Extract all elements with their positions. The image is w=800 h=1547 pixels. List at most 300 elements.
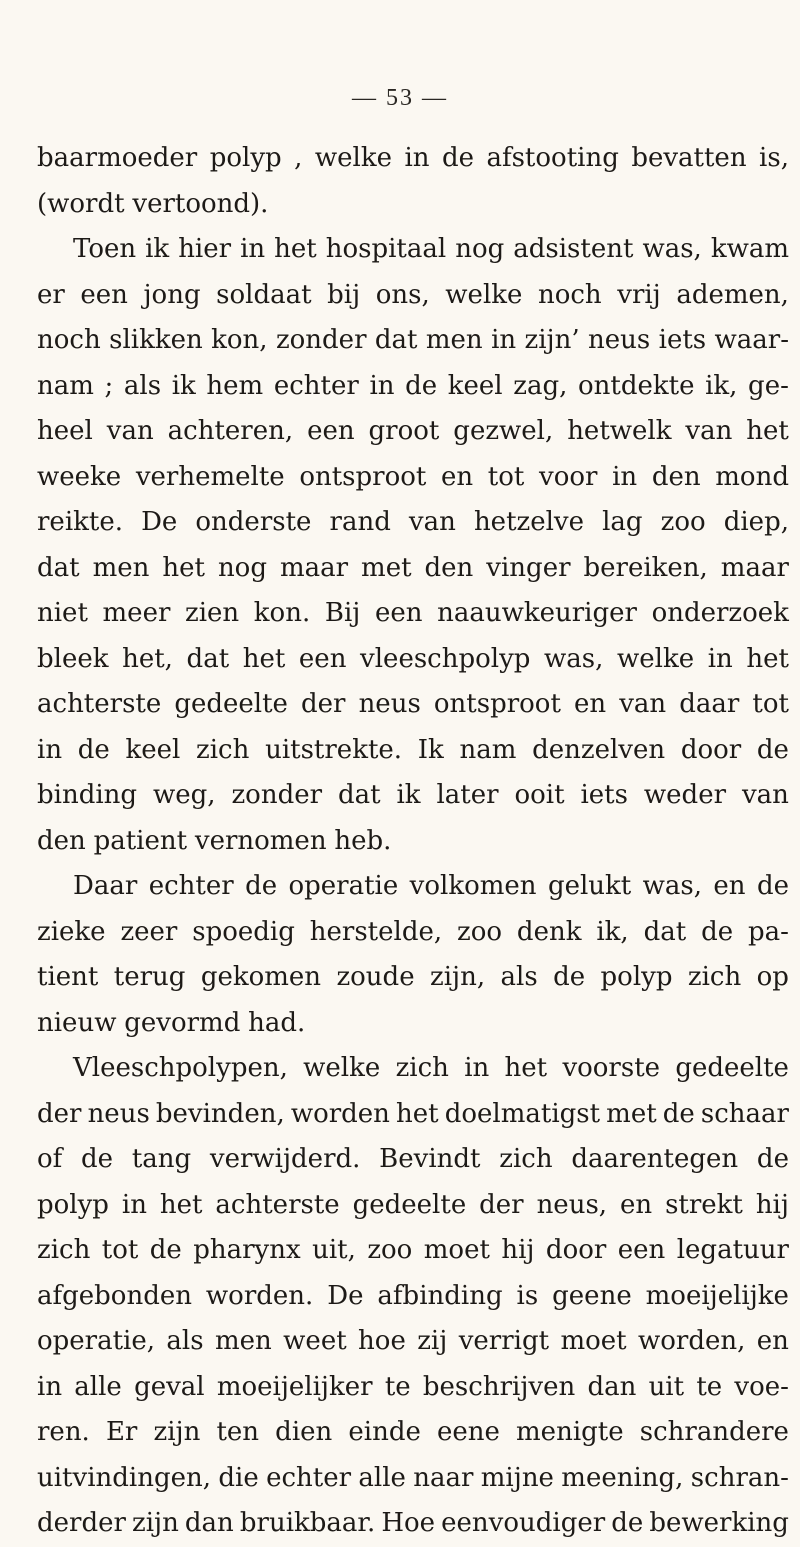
text-line	[37, 1274, 789, 1320]
word: Er	[105, 1417, 138, 1447]
word: eenvoudiger	[441, 1508, 606, 1538]
word: van	[619, 689, 667, 719]
word: mond	[715, 461, 789, 492]
word: binding	[37, 780, 138, 810]
text-line	[37, 409, 789, 455]
word: welke	[303, 1053, 381, 1083]
word: afstooting	[486, 143, 619, 173]
word: zien	[185, 598, 240, 628]
word: zij	[417, 1326, 448, 1356]
word: ik,	[705, 370, 738, 401]
word: dien	[275, 1417, 333, 1447]
word: het	[162, 552, 205, 583]
word: van	[685, 416, 733, 446]
word: denk	[516, 916, 582, 947]
word: bevatten	[631, 143, 747, 173]
word: de	[245, 871, 278, 901]
word: men	[92, 552, 150, 583]
word: moet	[423, 1235, 490, 1265]
page-number: — 53 —	[352, 85, 448, 111]
word: onderzoek	[651, 598, 789, 628]
word: keel	[447, 370, 503, 401]
word: tot	[487, 461, 525, 492]
word: vertoond).	[132, 188, 269, 219]
word: van	[408, 507, 456, 537]
word: verrigt	[458, 1326, 550, 1356]
text-line	[37, 182, 789, 228]
word: hij	[755, 1189, 789, 1220]
word: De	[327, 1280, 364, 1311]
word: en	[756, 1326, 789, 1356]
word: schran-	[690, 1462, 789, 1493]
word: dat	[374, 325, 418, 355]
word: die	[218, 1462, 259, 1493]
word: verhemelte	[135, 461, 285, 492]
word: meer	[102, 598, 171, 628]
word: iets	[658, 325, 707, 355]
word: worden,	[637, 1326, 746, 1356]
text-line	[37, 227, 789, 273]
word: ren.	[37, 1417, 90, 1447]
word: voe-	[734, 1371, 789, 1402]
word: polyp	[600, 962, 673, 992]
word: de	[405, 370, 438, 401]
word: geval	[134, 1371, 205, 1402]
word: zoo	[457, 916, 503, 947]
word: nieuw	[37, 1007, 117, 1038]
word: adsistent	[513, 234, 634, 264]
word: het	[396, 1098, 439, 1129]
word: neus	[358, 689, 421, 719]
word: zonder	[275, 325, 367, 355]
word: pharynx	[193, 1235, 301, 1265]
word: onderste	[195, 507, 312, 537]
word: pa-	[747, 916, 789, 947]
word: het	[746, 416, 789, 446]
word: ,	[294, 143, 303, 173]
word: bij	[327, 279, 361, 310]
text-line	[37, 1137, 789, 1183]
word: door	[545, 1235, 607, 1265]
word: operatie,	[37, 1326, 156, 1356]
word: Bij	[324, 598, 361, 628]
word: in	[240, 234, 266, 264]
word: vleeschpolyp	[360, 643, 531, 674]
word: was,	[544, 643, 604, 674]
word: zijn’	[524, 325, 580, 355]
word: het	[504, 1053, 548, 1083]
word: rand	[329, 507, 391, 537]
word: naauwkeuriger	[437, 598, 637, 628]
word: iets	[580, 780, 628, 810]
text-line	[37, 910, 789, 956]
word: baarmoeder	[37, 143, 198, 173]
word: noch	[37, 325, 101, 355]
word: ten	[216, 1417, 260, 1447]
word: Hoe	[381, 1508, 436, 1538]
word: Bevindt	[379, 1144, 481, 1174]
word: zich	[37, 1235, 91, 1265]
word: ik	[396, 780, 421, 810]
word: gelukt	[547, 871, 632, 901]
text-line	[37, 136, 789, 182]
text-line	[37, 1001, 789, 1047]
word: te	[696, 1371, 723, 1402]
word: in	[464, 1053, 490, 1083]
text-line	[37, 682, 789, 728]
word: zeer	[120, 916, 178, 947]
word: ademen,	[676, 279, 789, 310]
word: de	[611, 1508, 644, 1538]
word: uitstrekte.	[265, 734, 403, 765]
word: vrij	[617, 279, 661, 310]
word: volkomen	[409, 871, 537, 901]
word: of	[37, 1144, 63, 1174]
word: in	[37, 734, 63, 765]
word: neus	[588, 325, 651, 355]
word: ;	[104, 370, 114, 401]
word: uit	[648, 1371, 685, 1402]
word: gedeelte	[352, 1189, 467, 1220]
text-line	[37, 1456, 789, 1502]
word: achterste	[37, 689, 162, 719]
text-line	[37, 1092, 789, 1138]
word: hetwelk	[567, 416, 672, 446]
word: Vleeschpolypen,	[73, 1053, 288, 1083]
text-line	[37, 864, 789, 910]
word: nam	[37, 370, 94, 401]
word: maar	[720, 552, 789, 583]
word: ontsproot	[433, 689, 561, 719]
word: polyp	[37, 1189, 109, 1220]
word: de	[756, 1144, 789, 1174]
word: zoo	[660, 507, 706, 537]
word: den	[424, 552, 474, 583]
word: als	[123, 370, 162, 401]
word: dan	[184, 1508, 234, 1538]
word: te	[384, 1371, 411, 1402]
text-line	[37, 1228, 789, 1274]
word: dat	[186, 643, 230, 674]
word: het,	[122, 643, 173, 674]
text-line	[37, 955, 789, 1001]
word: de	[662, 1098, 695, 1129]
word: in	[612, 461, 638, 492]
word: welke	[616, 643, 695, 674]
word: den	[651, 461, 701, 492]
word: waar-	[714, 325, 789, 355]
text-line	[37, 500, 789, 546]
word: De	[141, 507, 178, 537]
word: ontsproot	[299, 461, 427, 492]
word: strekt	[665, 1189, 743, 1220]
word: is,	[759, 143, 789, 173]
word: bevinden,	[155, 1098, 285, 1129]
word: herstelde,	[309, 916, 443, 947]
word: worden	[290, 1098, 390, 1129]
word: dat	[337, 780, 381, 810]
word: men	[425, 325, 483, 355]
word: daarentegen	[571, 1144, 739, 1174]
word: de	[77, 734, 110, 765]
word: neus	[87, 1098, 150, 1129]
word: denzelven	[532, 734, 666, 765]
word: zich	[196, 734, 250, 765]
word: ontdekte	[577, 370, 695, 401]
word: beschrijven	[422, 1371, 576, 1402]
text-line	[37, 591, 789, 637]
word: het	[274, 234, 317, 264]
word: heel	[37, 416, 93, 446]
word: tient	[37, 962, 99, 992]
word: Ik	[417, 734, 444, 765]
word: hospitaal	[325, 234, 447, 264]
word: moeijelijke	[645, 1280, 789, 1311]
word: de	[441, 143, 474, 173]
word: een	[374, 598, 423, 628]
word: naar	[413, 1462, 474, 1493]
word: soldaat	[216, 279, 312, 310]
word: moet	[560, 1326, 627, 1356]
word: echter	[273, 370, 359, 401]
word: in	[404, 143, 430, 173]
text-line	[37, 364, 789, 410]
word: voor	[539, 461, 598, 492]
word: en	[619, 1189, 653, 1220]
text-line	[37, 455, 789, 501]
word: de	[149, 1235, 182, 1265]
word: men	[214, 1326, 272, 1356]
word: tot	[101, 1235, 139, 1265]
word: en	[441, 461, 474, 492]
word: gedeelte	[675, 1053, 789, 1083]
word: echter	[266, 1462, 352, 1493]
word: zoude	[336, 962, 415, 992]
word: de	[81, 1144, 114, 1174]
word: door	[680, 734, 742, 765]
word: dat	[643, 916, 687, 947]
word: hoe	[358, 1326, 406, 1356]
word: weet	[283, 1326, 347, 1356]
word: ons,	[375, 279, 430, 310]
word: uitvindingen,	[37, 1462, 212, 1493]
word: der	[479, 1189, 524, 1220]
word: der	[37, 1098, 82, 1129]
word: dan	[587, 1371, 637, 1402]
word: kwam	[710, 234, 789, 264]
word: de	[701, 916, 734, 947]
word: als	[166, 1326, 204, 1356]
word: de	[756, 734, 789, 765]
word: de	[553, 962, 586, 992]
word: dat	[37, 552, 80, 583]
word: het	[746, 643, 789, 674]
word: echter	[148, 871, 234, 901]
word: een	[307, 416, 355, 446]
word: gevormd	[124, 1007, 241, 1038]
word: was,	[642, 234, 702, 264]
text-line	[37, 637, 789, 683]
word: (wordt	[37, 188, 125, 219]
word: bewerking	[649, 1508, 789, 1538]
word: bleek	[37, 643, 109, 674]
word: een	[298, 643, 347, 674]
word: hem	[206, 370, 264, 401]
word: als	[500, 962, 538, 992]
word: doelmatigst	[444, 1098, 601, 1129]
word: ik	[171, 370, 196, 401]
word: hij	[501, 1235, 535, 1265]
word: ooit	[514, 780, 565, 810]
word: worden.	[205, 1280, 314, 1311]
word: weeke	[37, 461, 122, 492]
text-line	[37, 773, 789, 819]
word: hier	[178, 234, 232, 264]
word: gekomen	[200, 962, 322, 992]
word: met	[606, 1098, 657, 1129]
word: derder	[37, 1508, 126, 1538]
word: zijn,	[430, 962, 486, 992]
word: keel	[125, 734, 181, 765]
word: tang	[131, 1144, 192, 1174]
word: welke	[445, 279, 523, 310]
text-line	[37, 1319, 789, 1365]
word: kon,	[211, 325, 268, 355]
word: vinger	[486, 552, 571, 583]
word: zich	[499, 1144, 553, 1174]
word: jong	[143, 279, 201, 310]
text-line	[37, 546, 789, 592]
word: einde	[348, 1417, 421, 1447]
text-line	[37, 1501, 789, 1547]
word: het	[159, 1189, 203, 1220]
text-line	[37, 318, 789, 364]
word: spoedig	[192, 916, 295, 947]
word: menigte	[516, 1417, 624, 1447]
word: diep,	[723, 507, 789, 537]
word: uit,	[312, 1235, 356, 1265]
word: nog	[455, 234, 505, 264]
word: alle	[358, 1462, 406, 1493]
word: er	[37, 279, 65, 310]
word: meening,	[561, 1462, 684, 1493]
word: moeijelijker	[216, 1371, 373, 1402]
word: nam	[459, 734, 517, 765]
word: en	[713, 871, 746, 901]
word: patient	[93, 825, 188, 856]
word: was,	[642, 871, 703, 901]
word: slikken	[109, 325, 203, 355]
word: ik	[145, 234, 170, 264]
word: voorste	[562, 1053, 661, 1083]
word: noch	[537, 279, 602, 310]
word: zich	[395, 1053, 449, 1083]
word: is	[516, 1280, 539, 1311]
word: zieke	[37, 916, 106, 947]
word: reikte.	[37, 507, 123, 537]
text-line	[37, 819, 789, 865]
word: heb.	[334, 825, 392, 856]
word: lag	[602, 507, 643, 537]
word: groot	[368, 416, 440, 446]
word: alle	[74, 1371, 122, 1402]
word: schrandere	[639, 1417, 789, 1447]
word: welke	[314, 143, 392, 173]
text-line	[37, 1365, 789, 1411]
word: in	[707, 643, 733, 674]
text-line	[37, 1183, 789, 1229]
word: Daar	[73, 871, 138, 901]
text-line	[37, 728, 789, 774]
word: op	[756, 962, 789, 992]
word: eene	[437, 1417, 500, 1447]
word: met	[361, 552, 412, 583]
word: legatuur	[676, 1235, 789, 1265]
word: operatie	[288, 871, 399, 901]
word: ik,	[596, 916, 629, 947]
word: Toen	[73, 234, 137, 264]
word: der	[301, 689, 346, 719]
word: maar	[279, 552, 349, 583]
word: achteren,	[167, 416, 294, 446]
word: weg,	[152, 780, 216, 810]
word: in	[369, 370, 395, 401]
word: afbinding	[377, 1280, 503, 1311]
word: van	[106, 416, 154, 446]
word: vernomen	[194, 825, 327, 856]
text-line	[37, 273, 789, 319]
word: zijn	[132, 1508, 179, 1538]
word: bruikbaar.	[239, 1508, 376, 1538]
word: terug	[113, 962, 186, 992]
word: van	[741, 780, 789, 810]
word: neus,	[536, 1189, 608, 1220]
word: in	[37, 1371, 63, 1402]
word: daar	[679, 689, 740, 719]
word: kon.	[253, 598, 311, 628]
word: het	[242, 643, 286, 674]
word: den	[37, 825, 86, 856]
word: had.	[248, 1007, 306, 1038]
word: zoo	[367, 1235, 413, 1265]
word: later	[436, 780, 499, 810]
word: in	[491, 325, 517, 355]
word: weder	[643, 780, 727, 810]
word: geene	[552, 1280, 632, 1311]
word: verwijderd.	[209, 1144, 361, 1174]
word: achterste	[215, 1189, 340, 1220]
word: schaar	[700, 1098, 789, 1129]
word: in	[121, 1189, 147, 1220]
word: een	[80, 279, 128, 310]
body-text	[37, 136, 789, 1547]
word: gezwel,	[453, 416, 554, 446]
word: zich	[687, 962, 742, 992]
word: zonder	[231, 780, 323, 810]
word: polyp	[209, 143, 282, 173]
word: afgebonden	[37, 1280, 192, 1311]
word: zag,	[513, 370, 568, 401]
word: mijne	[480, 1462, 554, 1493]
word: en	[573, 689, 607, 719]
word: de	[756, 871, 789, 901]
word: zijn	[153, 1417, 201, 1447]
word: een	[617, 1235, 666, 1265]
word: tot	[752, 689, 789, 719]
word: bereiken,	[583, 552, 708, 583]
word: nog	[217, 552, 267, 583]
word: niet	[37, 598, 88, 628]
